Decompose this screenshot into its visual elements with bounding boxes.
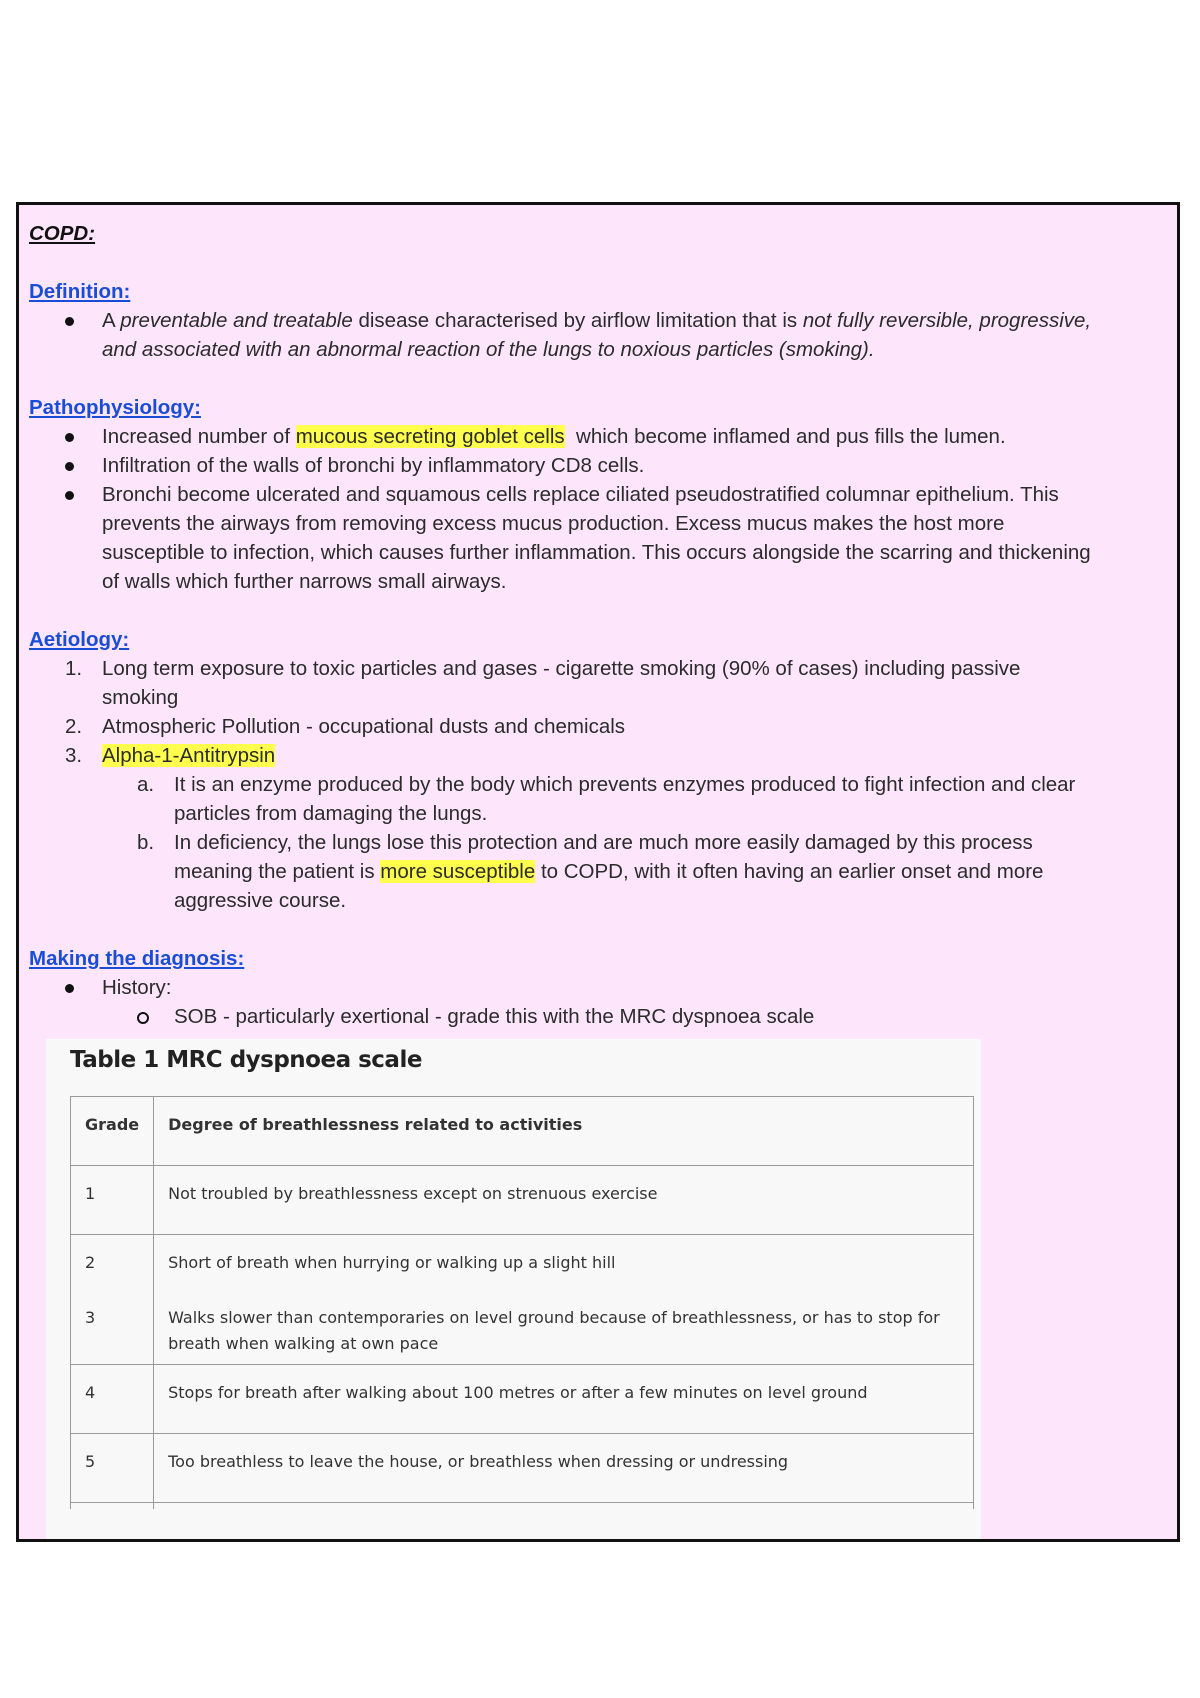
- list-number: 3.: [65, 744, 83, 767]
- table-caption: Table 1 MRC dyspnoea scale: [70, 1047, 422, 1073]
- description-cell: Too breathless to leave the house, or breathless when dressing or undressing: [154, 1434, 974, 1503]
- table-row-cutoff: [71, 1503, 974, 1510]
- notes-panel: [16, 202, 1180, 1542]
- highlight: mucous secreting goblet cells: [295, 425, 565, 448]
- list-subitem: a. It is an enzyme produced by the body which prevents enzymes produced to fight infection and clear particles from damaging the lungs.: [29, 770, 1167, 828]
- grade-cell: 5: [71, 1434, 154, 1503]
- list-item: 1. Long term exposure to toxic particles and gases - cigarette smoking (90% of cases) including passive smoking: [29, 654, 1167, 712]
- description-cell: Not troubled by breathlessness except on strenuous exercise: [154, 1166, 974, 1235]
- pathophysiology-heading: Pathophysiology:: [29, 396, 201, 419]
- list-number: 1.: [65, 657, 83, 680]
- mrc-table-image: [46, 1039, 981, 1542]
- table-row: [71, 1303, 974, 1365]
- definition-list: [29, 306, 1167, 364]
- list-subitem: b. In deficiency, the lungs lose this protection and are much more easily damaged by this process meaning the patient is more susceptible to COPD, with it often having an earlier onset and more aggressive course.: [29, 828, 1167, 915]
- table-row: [71, 1166, 974, 1235]
- grade-cell: 3: [71, 1303, 154, 1365]
- notes-content: [29, 219, 1167, 1031]
- list-letter: b.: [137, 831, 155, 854]
- list-item: 2. Atmospheric Pollution - occupational dusts and chemicals: [29, 712, 1167, 741]
- list-item: History:: [102, 976, 172, 999]
- aetiology-heading: Aetiology:: [29, 628, 130, 651]
- description-cell: Short of breath when hurrying or walking up a slight hill: [154, 1235, 974, 1304]
- highlight: Alpha-1-Antitrypsin: [102, 744, 276, 767]
- grade-cell: 4: [71, 1365, 154, 1434]
- grade-cell: 1: [71, 1166, 154, 1235]
- diagnosis-list: [29, 973, 1167, 1031]
- page-title: COPD:: [29, 222, 96, 245]
- highlight: more susceptible: [380, 860, 536, 883]
- grade-cell: 2: [71, 1235, 154, 1304]
- table-row: [71, 1365, 974, 1434]
- list-letter: a.: [137, 773, 155, 796]
- definition-heading: Definition:: [29, 280, 131, 303]
- list-item: Bronchi become ulcerated and squamous cells replace ciliated pseudostratified columnar epithelium. This prevents the airways from removing excess mucus production. Excess mucus makes the host more susceptible to infection, which causes further inflammation. This occurs alongside the scarring and thickening of walls which further narrows small airways.: [102, 483, 1091, 593]
- table-header-row: [71, 1097, 974, 1166]
- list-item: Increased number of mucous secreting goblet cells which become inflamed and pus fills the lumen.: [102, 425, 1006, 448]
- list-item: [29, 741, 1167, 770]
- list-item: A preventable and treatable disease characterised by airflow limitation that is not fully reversible, progressive, and associated with an abnormal reaction of the lungs to noxious particles (smoking).: [102, 309, 1092, 361]
- aetiology-list: [29, 654, 1167, 915]
- pathophysiology-list: [29, 422, 1167, 596]
- list-number: 2.: [65, 715, 83, 738]
- description-cell: Walks slower than contemporaries on level ground because of breathlessness, or has to stop for breath when walking at own pace: [154, 1303, 974, 1365]
- column-header: Degree of breathlessness related to activities: [154, 1097, 974, 1166]
- column-header: Grade: [71, 1097, 154, 1166]
- mrc-dyspnoea-table: [70, 1096, 974, 1509]
- table-row: [71, 1235, 974, 1304]
- list-subitem: SOB - particularly exertional - grade this with the MRC dyspnoea scale: [174, 1005, 815, 1028]
- description-cell: Stops for breath after walking about 100 metres or after a few minutes on level ground: [154, 1365, 974, 1434]
- table-row: [71, 1434, 974, 1503]
- diagnosis-heading: Making the diagnosis:: [29, 947, 245, 970]
- list-item: Infiltration of the walls of bronchi by inflammatory CD8 cells.: [102, 454, 645, 477]
